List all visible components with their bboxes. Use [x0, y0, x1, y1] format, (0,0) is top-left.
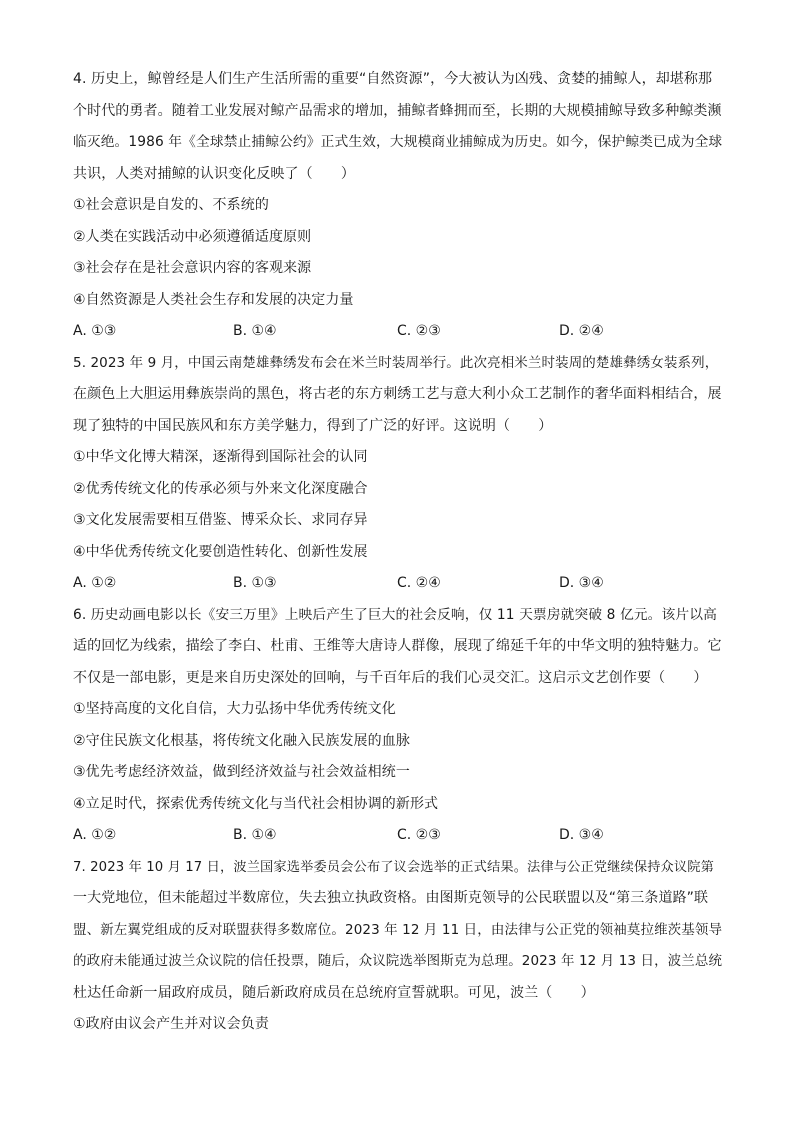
question-stem-line: 个时代的勇者。随着工业发展对鲸产品需求的增加，捕鲸者蜂拥而至，长期的大规模捕鲸导致多种鲸类濒: [73, 102, 722, 119]
statement-option: ①政府由议会产生并对议会负责: [73, 1016, 269, 1032]
question-stem-line: 在颜色上大胆运用彝族崇尚的黑色，将古老的东方刺绣工艺与意大利小众工艺制作的奢华面料相结合，展: [73, 386, 722, 402]
question-5: [73, 348, 723, 600]
statement-option: ③优先考虑经济效益，做到经济效益与社会效益相统一: [73, 764, 410, 780]
statement-option: ④立足时代，探索优秀传统文化与当代社会相协调的新形式: [73, 795, 439, 812]
statement-option: ①社会意识是自发的、不系统的: [73, 197, 269, 213]
question-stem-line: 6. 历史动画电影以长《安三万里》上映后产生了巨大的社会反响，仅 11 天票房就突破 8 亿元。该片以高: [73, 606, 717, 623]
choice-d: D. ③④: [559, 575, 604, 591]
question-4: [73, 64, 723, 348]
question-stem-line: 一大党地位，但未能超过半数席位，失去独立执政资格。由图斯克领导的公民联盟以及“第三条道路”联: [73, 890, 709, 906]
question-stem-line: 杜达任命新一届政府成员，随后新政府成员在总统府宣誓就职。可见，波兰（ ）: [73, 984, 595, 1001]
choice-b: B. ①④: [233, 323, 277, 339]
question-stem-line: 不仅是一部电影，更是来自历史深处的回响，与千百年后的我们心灵交汇。这启示文艺创作要（ ）: [73, 669, 708, 686]
question-stem-line: 共识，人类对捕鲸的认识变化反映了（ ）: [73, 165, 355, 182]
statement-option: ③文化发展需要相互借鉴、博采众长、求同存异: [73, 512, 368, 528]
choice-c: C. ②③: [397, 827, 441, 843]
statement-option: ②人类在实践活动中必须遵循适度原则: [73, 228, 312, 245]
answer-choices: [73, 568, 723, 600]
statement-option: ②优秀传统文化的传承必须与外来文化深度融合: [73, 480, 368, 497]
question-stem-line: 4. 历史上，鲸曾经是人们生产生活所需的重要“自然资源”，今大被认为凶残、贪婪的捕鲸人，却堪称那: [73, 71, 713, 87]
answer-choices: [73, 820, 723, 852]
answer-choices: [73, 316, 723, 348]
question-stem-line: 7. 2023 年 10 月 17 日，波兰国家选举委员会公布了议会选举的正式结果。法律与公正党继续保持众议院第: [73, 859, 714, 875]
choice-b: B. ①③: [233, 575, 277, 591]
question-stem-line: 5. 2023 年 9 月，中国云南楚雄彝绣发布会在米兰时装周举行。此次亮相米兰时装周的楚雄彝绣女装系列，: [73, 354, 719, 371]
question-stem-line: 适的回忆为线索，描绘了李白、杜甫、王维等大唐诗人群像，展现了绵延千年的中华文明的独特魅力。它: [73, 638, 722, 654]
exam-page: [73, 64, 723, 1041]
choice-c: C. ②④: [397, 575, 441, 591]
statement-option: ④中华优秀传统文化要创造性转化、创新性发展: [73, 543, 368, 560]
question-stem-line: 临灭绝。1986 年《全球禁止捕鲸公约》正式生效，大规模商业捕鲸成为历史。如今，保护鲸类已成为全球: [73, 134, 723, 150]
question-stem-line: 盟、新左翼党组成的反对联盟获得多数席位。2023 年 12 月 11 日，由法律与公正党的领袖莫拉维茨基领导: [73, 921, 723, 938]
question-7: [73, 852, 723, 1041]
statement-option: ③社会存在是社会意识内容的客观来源: [73, 260, 312, 276]
choice-d: D. ③④: [559, 827, 604, 843]
choice-b: B. ①④: [233, 827, 277, 843]
question-6: [73, 600, 723, 852]
choice-a: A. ①②: [73, 827, 117, 843]
statement-option: ②守住民族文化根基，将传统文化融入民族发展的血脉: [73, 732, 410, 749]
choice-a: A. ①②: [73, 575, 117, 591]
choice-a: A. ①③: [73, 323, 117, 339]
statement-option: ①中华文化博大精深，逐渐得到国际社会的认同: [73, 449, 368, 465]
statement-option: ④自然资源是人类社会生存和发展的决定力量: [73, 291, 354, 308]
statement-option: ①坚持高度的文化自信，大力弘扬中华优秀传统文化: [73, 701, 396, 717]
question-stem-line: 的政府未能通过波兰众议院的信任投票，随后，众议院选举图斯克为总理。2023 年 12 月 13 日，波兰总统: [73, 953, 723, 969]
question-stem-line: 现了独特的中国民族风和东方美学魅力，得到了广泛的好评。这说明（ ）: [73, 417, 553, 434]
choice-c: C. ②③: [397, 323, 441, 339]
choice-d: D. ②④: [559, 323, 604, 339]
